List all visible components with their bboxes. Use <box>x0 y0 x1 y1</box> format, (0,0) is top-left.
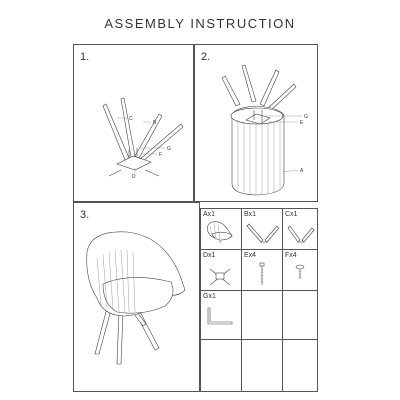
step-1-illustration <box>73 44 194 202</box>
page-title: ASSEMBLY INSTRUCTION <box>104 16 296 31</box>
allen-key-icon <box>200 290 242 340</box>
step-2-number: 2. <box>201 51 211 63</box>
callout-b: B <box>153 120 157 126</box>
base-plate-icon <box>200 249 242 291</box>
part-label-f: Fx4 <box>285 252 297 259</box>
part-cell-empty-4 <box>241 339 283 392</box>
part-label-d: Dx1 <box>203 252 216 259</box>
part-cell-empty-3 <box>200 339 242 392</box>
callout-c: C <box>129 116 133 122</box>
part-label-g: Gx1 <box>203 293 216 300</box>
callout-f: F <box>159 152 163 158</box>
bolt-icon <box>241 249 283 291</box>
part-label-a: Ax1 <box>203 211 216 218</box>
part-cell-empty-5 <box>282 339 318 392</box>
seat-icon <box>200 208 242 250</box>
leg-pair-icon <box>282 208 318 250</box>
part-cell-empty-2 <box>282 290 318 340</box>
step-3-chair-illustration <box>73 202 200 392</box>
callout-d: D <box>132 174 136 180</box>
leg-c-icon <box>103 98 135 160</box>
part-label-c: Cx1 <box>285 211 298 218</box>
part-label-e: Ex4 <box>244 252 257 259</box>
part-label-b: Bx1 <box>244 211 257 218</box>
leg-pair-icon <box>241 208 283 250</box>
step-2-illustration <box>194 44 318 202</box>
callout-g2: G <box>304 114 308 120</box>
callout-g: G <box>167 146 171 152</box>
step-3-number: 3. <box>80 209 90 221</box>
part-cell-empty-1 <box>241 290 283 340</box>
callout-a: A <box>300 168 304 174</box>
screw-icon <box>282 249 318 291</box>
base-plate-icon <box>109 156 159 176</box>
callout-e: E <box>300 120 304 126</box>
step-1-number: 1. <box>80 51 90 63</box>
